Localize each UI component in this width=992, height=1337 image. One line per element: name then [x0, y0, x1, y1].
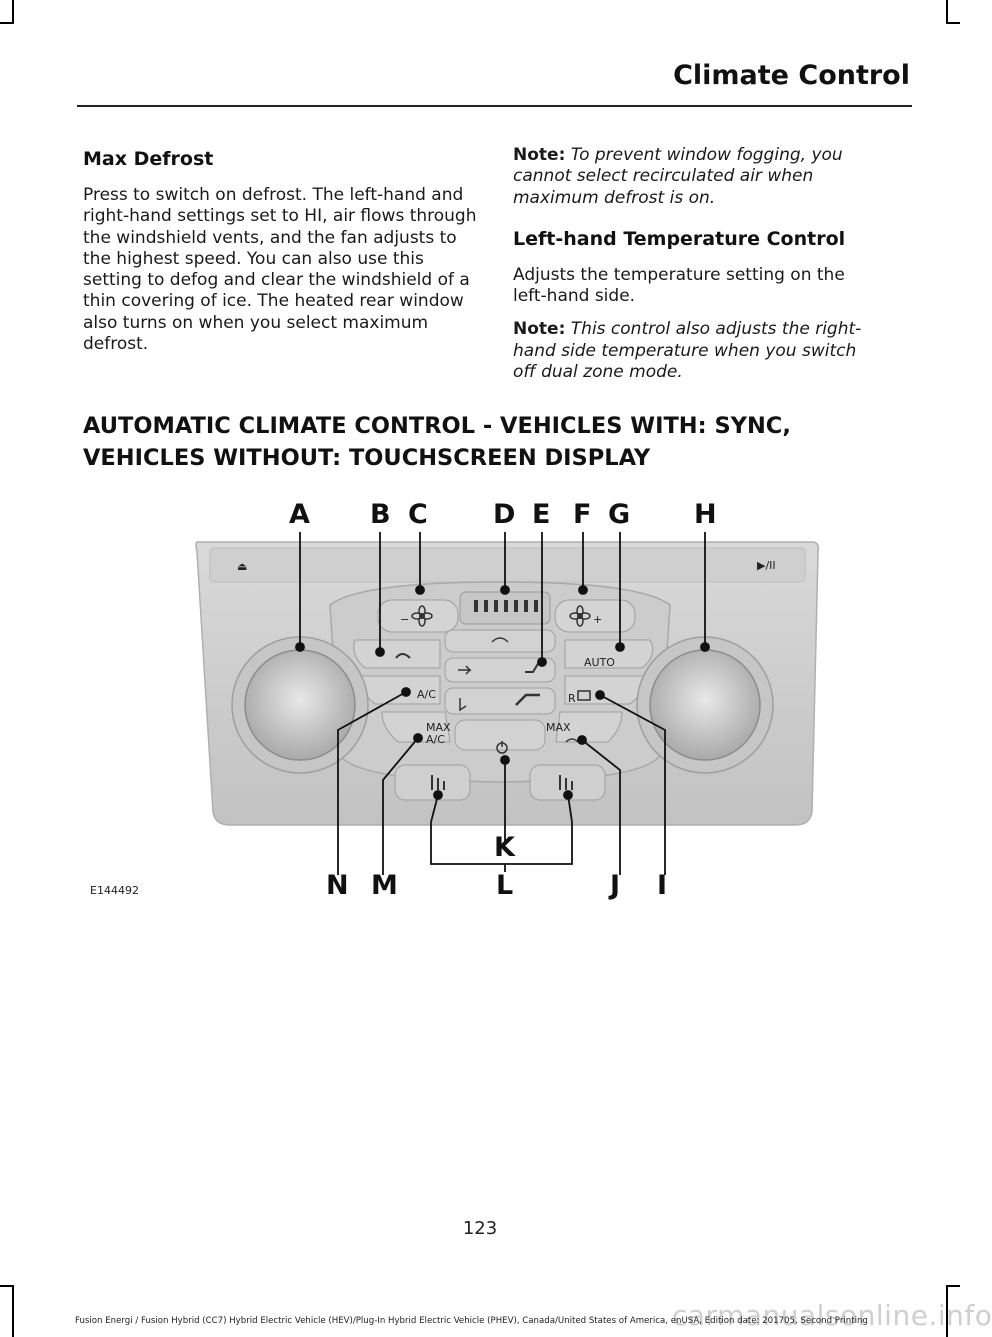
callout-a: A — [289, 499, 310, 530]
eject-icon[interactable]: ⏏ — [237, 560, 248, 573]
left-temperature-knob[interactable] — [232, 637, 368, 773]
right-column — [513, 145, 883, 399]
section-heading-line2: VEHICLES WITHOUT: TOUCHSCREEN DISPLAY — [83, 445, 651, 471]
section-heading-line1: AUTOMATIC CLIMATE CONTROL - VEHICLES WITH: SYNC, — [83, 413, 791, 439]
note-text: To prevent window fogging, you cannot select recirculated air when maximum defrost is on. — [513, 145, 843, 208]
page-footer: Fusion Energi / Fusion Hybrid (CC7) Hybrid Electric Vehicle (HEV)/Plug-In Hybrid Electric Vehicle (PHEV), Canada/United States of America, enUSA, Edition date: 201705, Second Printing — [75, 1316, 868, 1326]
note-label: Note: — [513, 319, 566, 340]
callout-l: L — [496, 870, 514, 901]
callout-g: G — [608, 499, 631, 530]
windshield-airflow-button[interactable] — [445, 630, 555, 652]
left-column — [83, 145, 478, 367]
recirculation-button[interactable] — [354, 640, 440, 668]
page-title: Climate Control — [673, 60, 910, 91]
callout-d: D — [493, 499, 516, 530]
callout-c: C — [408, 499, 428, 530]
feet-airflow-button[interactable] — [445, 688, 555, 714]
crop-mark — [946, 1285, 960, 1287]
watermark: carmanualsonline.info — [672, 1299, 992, 1332]
callout-n: N — [326, 870, 349, 901]
max-ac-label-line2: A/C — [426, 733, 445, 746]
max-defrost-heading: Max Defrost — [83, 148, 214, 170]
note-label: Note: — [513, 145, 566, 165]
auto-label: AUTO — [584, 656, 615, 669]
max-defrost-body: Press to switch on defrost. The left-hand and right-hand settings set to HI, air flows through the windshield vents, and the fan adjusts to the highest speed. You can also use this setting to defog and clear the windshield of a thin covering of ice. The heated rear window also turns on when you select maximum defrost. — [83, 185, 477, 355]
play-pause-icon[interactable]: ▶/II — [757, 559, 776, 572]
callout-h: H — [694, 499, 717, 530]
fan-minus-label: − — [400, 613, 410, 626]
crop-mark — [12, 0, 14, 22]
crop-mark — [0, 22, 14, 24]
crop-mark — [946, 22, 960, 24]
callout-m: M — [371, 870, 398, 901]
header-divider — [77, 105, 912, 107]
note-window-fogging — [513, 145, 883, 209]
figure-id: E144492 — [90, 884, 139, 897]
fan-plus-label: + — [593, 613, 603, 626]
note-dual-zone — [513, 319, 883, 383]
crop-mark — [946, 0, 948, 22]
callout-j: J — [610, 870, 621, 901]
section-heading — [83, 410, 873, 474]
callout-f: F — [573, 499, 592, 530]
crop-mark — [12, 1285, 14, 1337]
rear-defrost-label: R — [568, 692, 576, 705]
climate-control-figure — [60, 490, 920, 900]
callout-k: K — [494, 832, 515, 863]
callout-b: B — [370, 499, 391, 530]
max-defrost-label: MAX — [546, 721, 571, 734]
left-temp-heading: Left-hand Temperature Control — [513, 227, 846, 250]
rear-defrost-button[interactable] — [565, 676, 645, 704]
page-number: 123 — [462, 1218, 498, 1239]
ac-label: A/C — [417, 688, 436, 701]
right-temperature-knob[interactable] — [637, 637, 773, 773]
fan-minus-button[interactable] — [378, 600, 458, 632]
note-text: This control also adjusts the right-hand side temperature when you switch off dual zone mode. — [513, 319, 862, 383]
max-ac-label-line1: MAX — [426, 721, 451, 734]
left-temp-body: Adjusts the temperature setting on the left-hand side. — [513, 264, 845, 307]
power-button[interactable] — [455, 720, 545, 750]
callout-i: I — [657, 870, 668, 901]
callout-e: E — [532, 499, 551, 530]
crop-mark — [0, 1285, 14, 1287]
